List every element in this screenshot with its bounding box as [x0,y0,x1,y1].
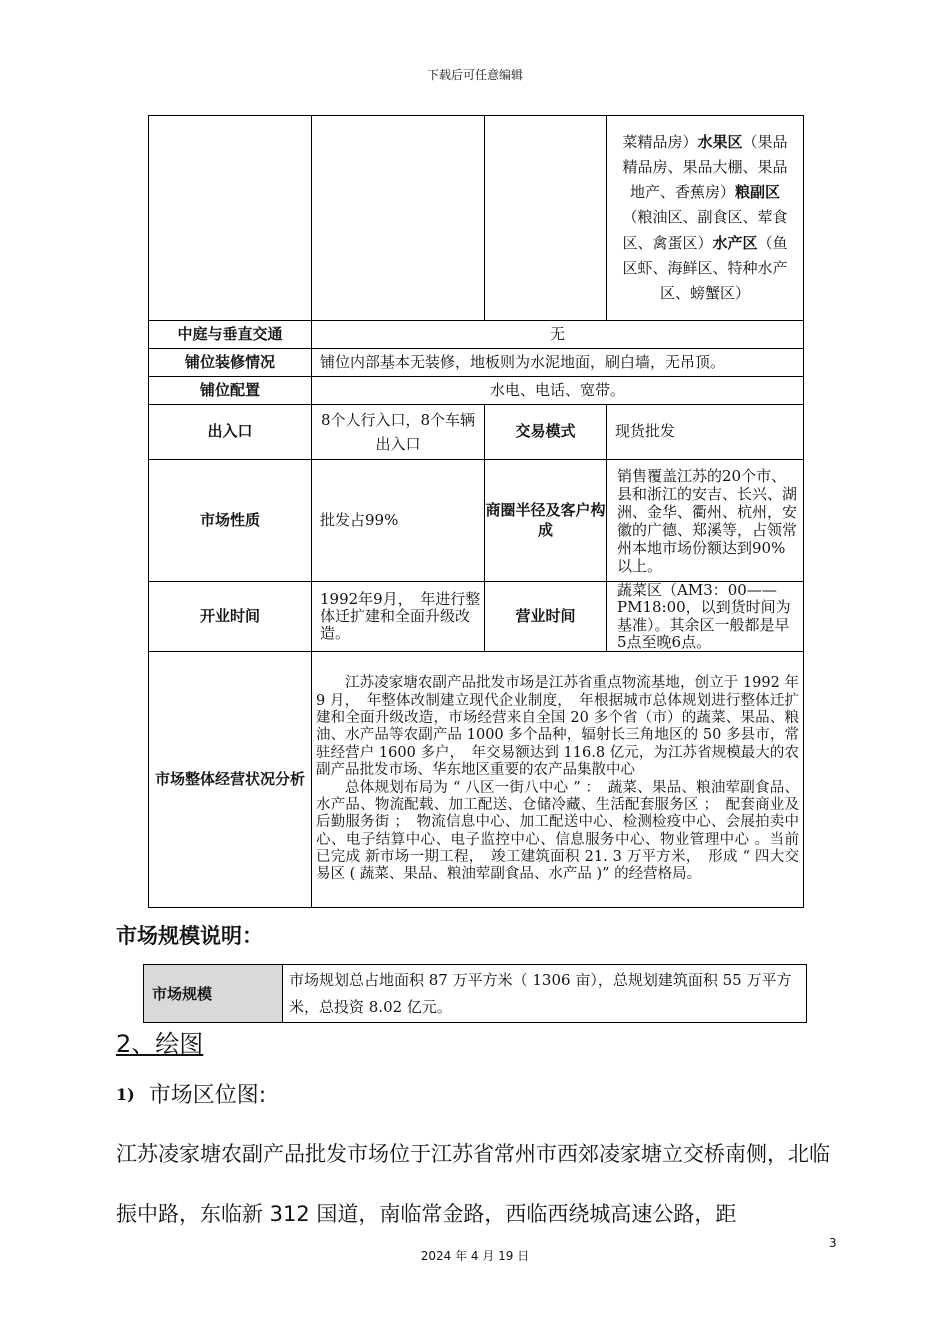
atrium-value: 无 [312,321,804,349]
analysis-value [312,652,804,908]
table-row [149,582,804,652]
zone-list-cell [607,116,804,321]
analysis-label: 市场整体经营状况分析 [149,652,312,908]
open-label: 开业时间 [149,582,312,652]
analysis-paragraph: 总体规划布局为 “ 八区一街八中心 ” ： 蔬菜、果品、粮油荤副食品、水产品、物流配载、加工配送、仓储冷藏、生活配套服务区 ； 配套商业及后勤服务街 ； 物流信息中心、加工配送中心、检测检疫中心、会展拍卖中心、电子结算中心、电子监控中心、信息服务中心、物业管理中心 。当前已完成 新市场一期工程， 竣工建筑面积 21. 3 万平方米， 形成 “ 四大交易区 ( 蔬菜、果品、粮油荤副食品、水产品 )” 的经营格局。 [316,779,799,883]
subsection-number: 1) [116,1085,135,1104]
hours-label: 营业时间 [485,582,607,652]
zone-text: （果品精品房、果品大棚、果品地产、香蕉房） [622,132,788,202]
page-header: 下载后可任意编辑 [426,68,523,82]
open-value: 1992年9月， 年进行整体迁扩建和全面升级改造。 [312,582,485,652]
table-row [149,349,804,377]
table-row [149,321,804,349]
section-heading: 2、绘图 [116,1030,204,1058]
table-row [149,460,804,582]
trade-label: 交易模式 [485,405,607,460]
zone-fruit: 水果区 [697,132,743,151]
zone-grain: 粮副区 [735,183,781,202]
subsection-title: 市场区位图: [148,1083,267,1108]
table-row [149,405,804,460]
scale-heading: 市场规模说明： [116,924,263,948]
decor-label: 铺位装修情况 [149,349,312,377]
decor-value: 铺位内部基本无装修，地板则为水泥地面，刷白墙，无吊顶。 [312,349,804,377]
atrium-label: 中庭与垂直交通 [149,321,312,349]
radius-label: 商圈半径及客户构成 [485,460,607,582]
table-row [149,377,804,405]
subsection-heading [116,1078,266,1109]
config-value: 水电、电话、宽带。 [312,377,804,405]
market-scale-table [143,964,807,1023]
scale-value: 市场规划总占地面积 87 万平方米（ 1306 亩），总规划建筑面积 55 万平方米，总投资 8.02 亿元。 [283,965,807,1023]
page-footer: 2024 年 4 月 19 日 [420,1249,530,1263]
analysis-paragraph: 江苏凌家塘农副产品批发市场是江苏省重点物流基地，创立于 1992 年 9 月， 年整体改制建立现代企业制度， 年根据城市总体规划进行整体迁扩建和全面升级改造，市场经营来自全国 20 多个省（市）的蔬菜、果品、粮油、水产品等农副产品 1000 多个品种，辐射长三角地区的 50 多县市，常驻经营户 1600 多户， 年交易额达到 116.8 亿元，为江苏省规模最大的农副产品批发市场、华东地区重要的农产品集散中心 [316,675,799,779]
radius-value: 销售覆盖江苏的20个市、县和浙江的安吉、长兴、湖洲、金华、衢州、杭州，安徽的广德、郑溪等，占领常州本地市场份额达到90%以上。 [607,460,804,582]
scale-label: 市场规模 [144,965,283,1023]
config-label: 铺位配置 [149,377,312,405]
zone-text: （鱼区虾、海鲜区、特种水产区、螃蟹区） [622,233,788,302]
table-row [144,965,807,1023]
zone-text: （粮油区、副食区、荤食区、禽蛋区） [622,208,788,252]
table-row [149,652,804,908]
market-info-table [148,115,804,908]
zone-text: 菜精品房） [622,132,698,151]
entrance-label: 出入口 [149,405,312,460]
trade-value: 现货批发 [607,405,804,460]
nature-value: 批发占99% [312,460,485,582]
hours-value: 蔬菜区（AM3：00——PM18:00，以到货时间为基准）。其余区一般都是早5点至晚6点。 [607,582,804,652]
body-paragraph: 江苏凌家塘农副产品批发市场位于江苏省常州市西郊凌家塘立交桥南侧，北临振中路，东临新 312 国道，南临常金路，西临西绕城高速公路，距 [116,1142,830,1226]
nature-label: 市场性质 [149,460,312,582]
page-number: 3 [829,1236,837,1250]
table-row [149,116,804,321]
entrance-value: 8个人行入口，8个车辆出入口 [312,405,485,460]
zone-aquatic: 水产区 [712,233,758,252]
